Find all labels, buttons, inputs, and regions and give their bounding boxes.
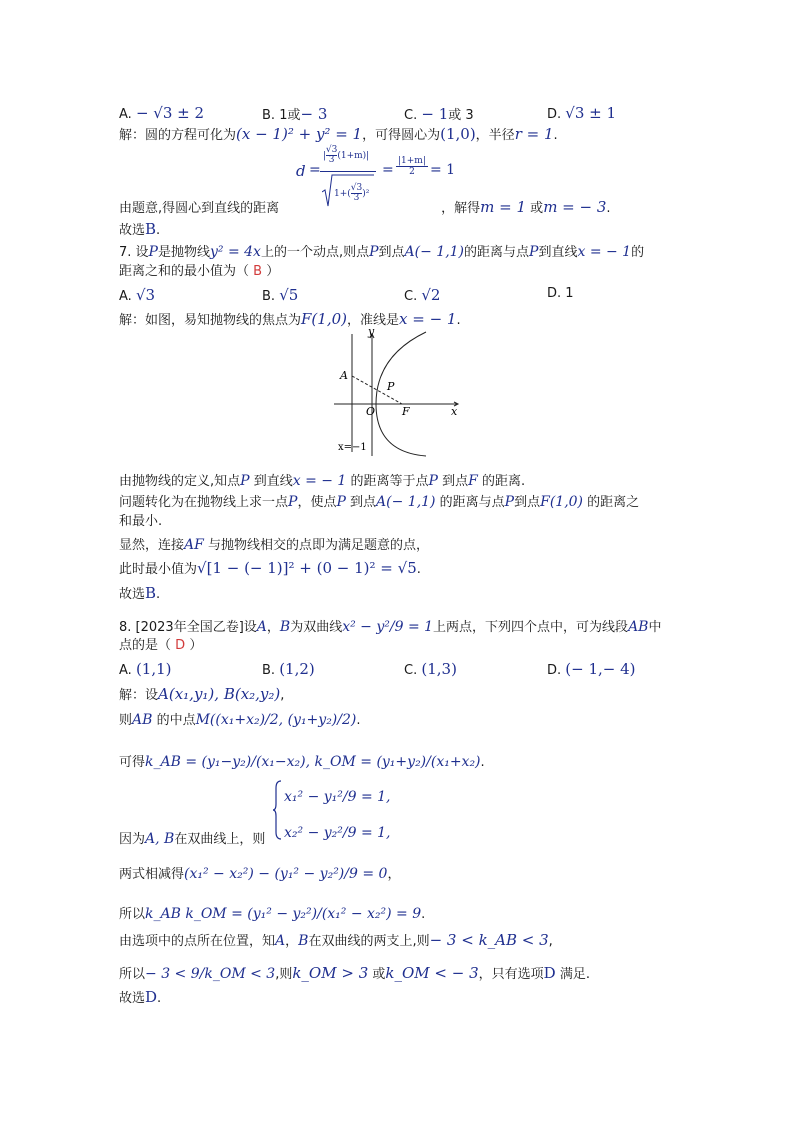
text: 的距离与点 (439, 495, 505, 510)
text: . (553, 128, 558, 143)
text: ，可得圆心为 (362, 128, 441, 143)
math: √[1 − (− 1)]² + (0 − 1)² = √5 (197, 559, 417, 577)
math: x = − 1 (399, 310, 457, 328)
math: A (256, 619, 267, 635)
math: F(1,0) (301, 310, 347, 328)
text: 由选项中的点所在位置，知 (119, 934, 276, 949)
math: A, B (145, 831, 175, 847)
text: 的距离之 (587, 495, 640, 510)
q7-solution-line-4 (119, 512, 162, 532)
option-letter: A. (119, 289, 132, 304)
text: 故选 (119, 991, 146, 1006)
parabola-figure (330, 328, 465, 458)
text: 的中点 (156, 713, 196, 728)
text: 中 (648, 620, 662, 635)
math: P (148, 244, 158, 260)
math: A(− 1,1) (404, 244, 465, 260)
text: , (548, 934, 553, 949)
text: 由题意,得圆心到直线的距离 (119, 201, 280, 216)
system-eq-1 (284, 787, 391, 808)
text: 8. [2023年全国乙卷]设 (119, 620, 257, 635)
math: D (543, 964, 556, 982)
option-letter: B. (262, 663, 276, 678)
q8-solution-line-7 (119, 930, 553, 952)
label-o: O (366, 405, 376, 418)
q8-solution-line-4 (119, 829, 265, 850)
option-letter: C. (404, 108, 418, 123)
text: 的距离. (481, 474, 526, 489)
math: P (504, 494, 515, 510)
math: k_OM < − 3 (385, 964, 479, 982)
math: k_OM > 3 (292, 964, 369, 982)
option-value: (1,3) (421, 660, 457, 678)
text: 到点 (442, 474, 469, 489)
label-f: F (402, 405, 410, 418)
text: ， (387, 867, 401, 882)
text: ，准线是 (346, 313, 399, 328)
text: ， (266, 620, 280, 635)
text: 满足. (559, 967, 590, 982)
text: ,则 (275, 967, 293, 982)
math: AF (184, 537, 204, 553)
text: 7. 设 (119, 245, 149, 260)
text: . (416, 562, 421, 577)
option-value: 1 (565, 286, 574, 301)
text: 或 (530, 201, 544, 216)
q8-conclusion: 故选D. (119, 988, 162, 1006)
math: P (369, 244, 379, 260)
q8-option-d (547, 660, 636, 678)
q8-option-b (262, 660, 315, 678)
math: − 3 < 9/k_OM < 3 (145, 966, 276, 982)
text: 所以 (119, 907, 146, 922)
left-brace-icon (272, 780, 282, 840)
math: − 3 < k_AB < 3 (429, 931, 549, 949)
math: x = − 1 (577, 244, 632, 260)
text: 所以 (119, 967, 146, 982)
answer: B (145, 220, 157, 238)
option-value: √2 (421, 286, 441, 304)
math: AB (132, 712, 153, 728)
text: . (356, 713, 361, 728)
option-value: √3 ± 1 (565, 104, 617, 122)
answer: D (145, 988, 158, 1006)
text: 到点 (378, 245, 405, 260)
math: A(x₁,y₁), B(x₂,y₂) (158, 685, 281, 703)
option-text: 1或 (279, 108, 301, 123)
option-text: 或 3 (448, 108, 474, 123)
q6-solution-line-1 (119, 124, 558, 146)
text: 解：设 (119, 688, 159, 703)
text: 的距离与点 (464, 245, 530, 260)
label-y: y (368, 328, 375, 338)
option-letter: D. (547, 663, 562, 678)
q8-solution-line-6 (119, 904, 425, 925)
q6-option-c (404, 104, 474, 123)
q8-stem-line-1 (119, 617, 661, 638)
math: P (428, 473, 438, 489)
q7-solution-line-2 (119, 471, 525, 492)
system-eq-2 (284, 823, 391, 844)
math: k_AB = (y₁−y₂)/(x₁−x₂), k_OM = (y₁+y₂)/(x₁+x₂) (145, 754, 481, 770)
option-value: (1,2) (279, 660, 315, 678)
q8-solution-line-1 (119, 684, 284, 706)
text: 则 (119, 713, 133, 728)
q7-solution-line-3 (119, 492, 639, 513)
option-letter: B. (262, 289, 276, 304)
text: ，半径 (475, 128, 515, 143)
q7-option-d (547, 286, 574, 301)
q8-option-c (404, 660, 457, 678)
text: 是抛物线 (157, 245, 210, 260)
text: 的距离等于点 (350, 474, 429, 489)
math: B (298, 933, 309, 949)
text: ） (266, 264, 280, 279)
text: 距离之和的最小值为（ (119, 264, 250, 279)
text: 到直线 (538, 245, 578, 260)
q8-solution-line-2 (119, 710, 361, 731)
math: m = 1 (480, 198, 527, 216)
q8-solution-line-8 (119, 963, 590, 985)
math: (x − 1)² + y² = 1 (236, 125, 363, 143)
label-p: P (387, 380, 395, 393)
text: 解：圆的方程可化为 (119, 128, 237, 143)
option-letter: B. (262, 108, 276, 123)
text: 问题转化为在抛物线上求一点 (119, 495, 289, 510)
math: AB (628, 619, 649, 635)
q8-stem-line-2 (119, 636, 202, 656)
q7-solution-line-5 (119, 535, 429, 556)
q7-stem-line-2 (119, 262, 279, 282)
answer: B (253, 264, 263, 279)
q7-option-c (404, 286, 440, 304)
option-value: (1,1) (135, 660, 172, 678)
option-value: √3 (135, 286, 156, 304)
text: 故选 (119, 223, 146, 238)
text: 在双曲线的两支上,则 (308, 934, 430, 949)
text: 因为 (119, 832, 146, 847)
text: , (280, 688, 285, 703)
q7-solution-line-6 (119, 558, 421, 580)
text: 和最小. (119, 514, 163, 529)
q6-solution-line-2: 由题意,得圆心到直线的距离 ，解得m = 1 或m = − 3. (119, 198, 611, 216)
text: 到点 (514, 495, 541, 510)
q7-solution-line-1: 解：如图，易知抛物线的焦点为F(1,0)，准线是x = − 1. (119, 310, 461, 328)
label-x: x (451, 405, 458, 418)
math: P (288, 494, 298, 510)
math: F(1,0) (540, 494, 584, 510)
q6-conclusion: 故选B. (119, 220, 161, 238)
option-value: √5 (279, 286, 299, 304)
option-letter: A. (119, 663, 132, 678)
math: k_AB k_OM = (y₁² − y₂²)/(x₁² − x₂²) = 9 (145, 906, 422, 922)
math: M((x₁+x₂)/2, (y₁+y₂)/2) (195, 712, 357, 728)
option-letter: D. (547, 286, 562, 301)
q7-stem-line-1 (119, 242, 644, 263)
answer: D (175, 638, 186, 653)
label-directrix: x=−1 (338, 442, 367, 453)
math: (x₁² − x₂²) − (y₁² − y₂²)/9 = 0 (184, 866, 388, 882)
text: 为双曲线 (290, 620, 343, 635)
text: ，使点 (297, 495, 337, 510)
math: x₂² − y₂²/9 = 1, (284, 825, 391, 841)
label-a: A (340, 369, 348, 382)
text: 到点 (350, 495, 377, 510)
text: 在双曲线上，则 (174, 832, 266, 847)
q8-option-a (119, 660, 172, 678)
text: 由抛物线的定义,知点 (119, 474, 241, 489)
q8-solution-line-3: 可得k_AB = (y₁−y₂)/(x₁−x₂), k_OM = (y₁+y₂)/(x₁+x₂). (119, 754, 485, 770)
text: ，解得 (441, 201, 481, 216)
math: x₁² − y₁²/9 = 1, (284, 789, 391, 805)
option-letter: D. (547, 107, 562, 122)
math: y² = 4x (209, 244, 261, 260)
answer: B (145, 584, 157, 602)
text: 两式相减得 (119, 867, 185, 882)
q6-option-b (262, 104, 327, 123)
text: 或 (372, 967, 386, 982)
math: x = − 1 (292, 473, 347, 489)
text: 解：如图，易知抛物线的焦点为 (119, 313, 302, 328)
text: 上两点，下列四个点中，可为线段 (433, 620, 629, 635)
text: . (421, 907, 426, 922)
option-value: − 3 (300, 105, 328, 123)
q7-option-b (262, 286, 298, 304)
q7-option-a (119, 286, 155, 304)
text: 可得 (119, 755, 146, 770)
math: P (336, 494, 346, 510)
math: P (240, 473, 250, 489)
math: B (279, 619, 291, 635)
text: ） (189, 638, 203, 653)
math: P (529, 244, 539, 260)
option-letter: C. (404, 289, 418, 304)
q6-option-d (547, 104, 616, 122)
q6-option-a (119, 104, 204, 122)
option-letter: C. (404, 663, 418, 678)
math: m = − 3 (543, 198, 607, 216)
text: 故选 (119, 587, 146, 602)
text: 上的一个动点,则点 (260, 245, 370, 260)
text: ，只有选项 (478, 967, 544, 982)
q8-solution-line-5 (119, 864, 400, 885)
option-value: − 1 (421, 105, 449, 123)
text: 到直线 (253, 474, 293, 489)
option-value: (− 1,− 4) (565, 660, 636, 678)
text: 此时最小值为 (119, 562, 198, 577)
option-value: − √3 ± 2 (135, 104, 205, 122)
text: 点的是（ (119, 638, 172, 653)
math: x² − y²/9 = 1 (342, 619, 434, 635)
math: A(− 1,1) (376, 494, 436, 510)
q7-conclusion: 故选B. (119, 584, 161, 602)
math: A (275, 933, 286, 949)
math: (1,0) (440, 125, 476, 143)
math: F (468, 473, 478, 489)
text: 的 (631, 245, 645, 260)
math: r = 1 (514, 125, 554, 143)
option-letter: A. (119, 107, 132, 122)
text: 与抛物线相交的点即为满足题意的点， (207, 538, 429, 553)
text: 显然，连接 (119, 538, 185, 553)
text: ， (285, 934, 299, 949)
